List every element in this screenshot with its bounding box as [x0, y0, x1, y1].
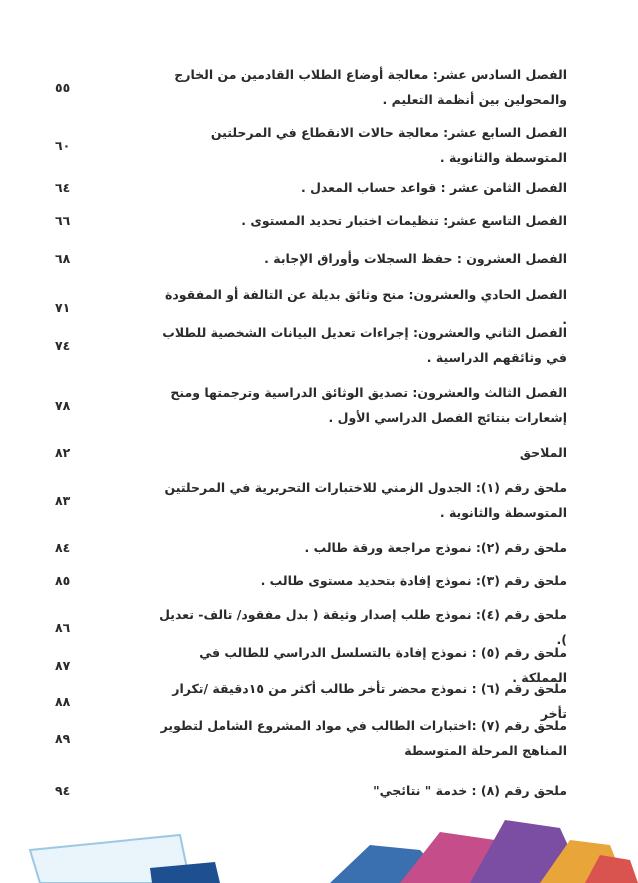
toc-entry	[55, 120, 567, 170]
toc-entry	[55, 568, 567, 593]
toc-entry-page-number: ٥٥	[55, 79, 71, 95]
toc-entry	[55, 475, 567, 525]
toc-entry-page-number: ٦٤	[55, 180, 71, 195]
toc-entry-title: الفصل الثاني والعشرون: إجراءات تعديل البيانات الشخصية للطلاب في وثائقهم الدراسية .	[162, 325, 567, 365]
toc-entry-page-number: ٨٦	[55, 619, 71, 635]
toc-entry-title: ملحق رقم (٤): نموذج طلب إصدار وثيقة ( بدل مفقود/ تالف- تعديل ).	[159, 607, 567, 647]
toc-entry	[55, 175, 567, 200]
toc-entry	[55, 246, 567, 271]
toc-entry-title: الفصل السابع عشر: معالجة حالات الانقطاع في المرحلتين المتوسطة والثانوية .	[210, 125, 567, 165]
toc-entry-title: الفصل السادس عشر: معالجة أوضاع الطلاب القادمين من الخارج والمحولين بين أنظمة التعليم .	[174, 67, 567, 107]
toc-entry-page-number: ٩٤	[55, 783, 71, 798]
toc-entry	[55, 208, 567, 233]
toc-entry-title: ملحق رقم (٣): نموذج إفادة بتحديد مستوى طالب .	[260, 573, 567, 588]
toc-entry-page-number: ٧٤	[55, 337, 71, 353]
toc-entry	[55, 320, 567, 370]
toc-entry-title: ملحق رقم (٦) : نموذج محضر تأخر طالب أكثر من ١٥دقيقة /تكرار تأخر	[172, 681, 567, 721]
toc-entry	[55, 380, 567, 430]
toc-entry-page-number: ٧٨	[55, 397, 71, 413]
toc-entry-page-number: ٨٩	[55, 730, 71, 746]
toc-entry-title: ملحق رقم (١): الجدول الزمني للاختبارات التحريرية في المرحلتين المتوسطة والثانوية .	[164, 480, 567, 520]
toc-entry-page-number: ٨٧	[55, 657, 71, 673]
toc-entry	[55, 713, 567, 763]
toc-entry	[55, 440, 567, 465]
toc-entry-title: الفصل الثامن عشر : قواعد حساب المعدل .	[301, 180, 567, 195]
toc-entry	[55, 62, 567, 112]
toc-entry	[55, 778, 567, 803]
toc-entry-page-number: ٨٤	[55, 540, 71, 555]
toc-entry-page-number: ٦٦	[55, 213, 71, 228]
toc-entry-page-number: ٨٣	[55, 492, 71, 508]
decorative-corner-art	[0, 810, 638, 883]
toc-entry-title: ملحق رقم (٥) : نموذج إفادة بالتسلسل الدراسي للطالب في المملكة .	[199, 645, 567, 685]
toc-entry-page-number: ٨٢	[55, 445, 71, 460]
toc-entry-title: الملاحق	[519, 445, 567, 460]
toc-entry	[55, 535, 567, 560]
toc-entry-title: الفصل الحادي والعشرون: منح وثائق بديلة عن التالفة أو المفقودة .	[164, 287, 567, 327]
toc-entry-page-number: ٨٥	[55, 573, 71, 588]
toc-entry-title: الفصل العشرون : حفظ السجلات وأوراق الإجابة .	[264, 251, 567, 266]
toc-entry-title: ملحق رقم (٢): نموذج مراجعة ورقة طالب .	[304, 540, 567, 555]
toc-entry-title: ملحق رقم (٧) :اختبارات الطالب في مواد المشروع الشامل لتطوير المناهج المرحلة المتوسطة	[160, 718, 567, 758]
toc-entry-title: الفصل التاسع عشر: تنظيمات اختبار تحديد المستوى .	[241, 213, 567, 228]
toc-entry-title: ملحق رقم (٨) : خدمة " نتائجي"	[373, 783, 567, 798]
toc-entry-page-number: ٦٠	[55, 137, 71, 153]
toc-entry-title: الفصل الثالث والعشرون: تصديق الوثائق الدراسية وترجمتها ومنح إشعارات بنتائج الفصل الدراسي الأول .	[170, 385, 567, 425]
toc-entry-page-number: ٨٨	[55, 693, 71, 709]
toc-entry-page-number: ٧١	[55, 299, 71, 315]
toc-entry-page-number: ٦٨	[55, 251, 71, 266]
